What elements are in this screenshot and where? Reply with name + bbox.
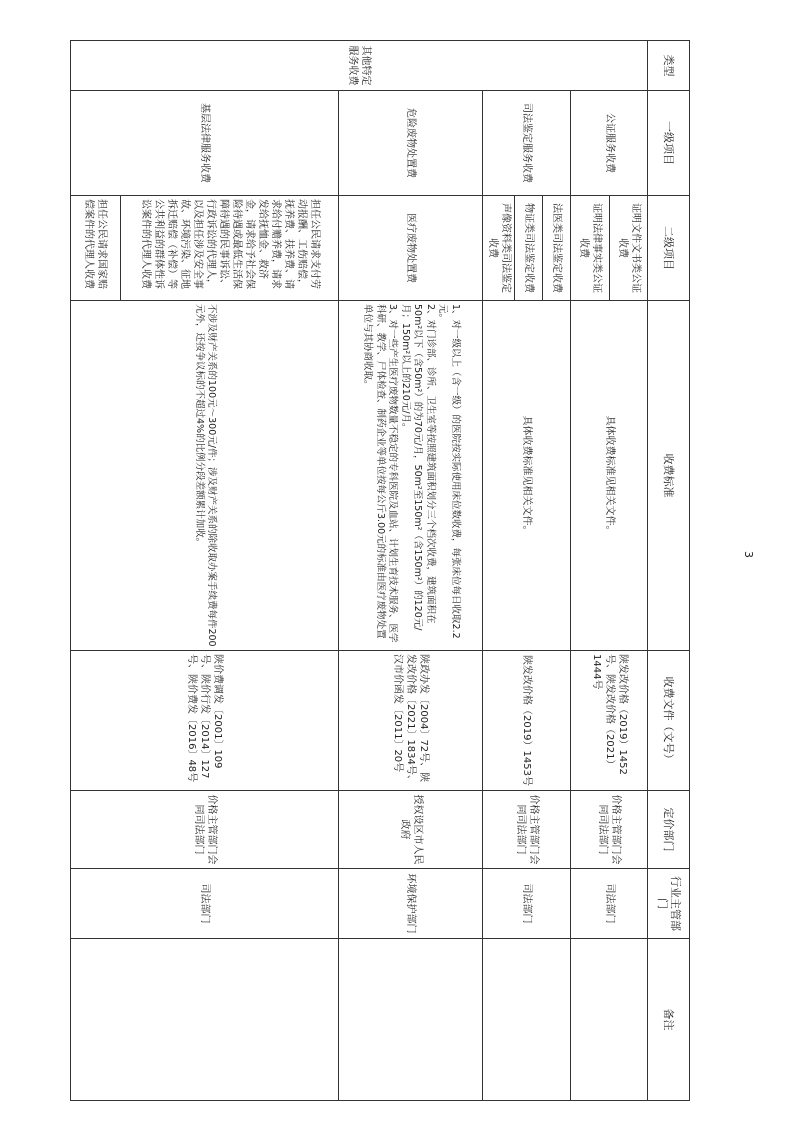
level1-legal: 基层法律服务收费 [71, 91, 339, 196]
pricing-medical-waste: 授权设区市人民政府 [339, 791, 483, 869]
standard-item-3: 3、对一些产生医疗废物数量不稳定的专科医院及血站、计划生育技术服务、医学科研、教学、尸体检查、制药企业等单位按每公斤3.00元的标准由医疗废物处置单位与其协商收取。 [362, 304, 399, 643]
level2-legal-b: 担任公民请求国家赔偿案件的代理人收费 [71, 196, 121, 301]
header-pricing-dept: 定价部门 [648, 791, 690, 869]
level2-notary-a: 证明文件文书类公证收费 [609, 196, 647, 301]
level2-medical-waste: 医疗废物处置费 [339, 196, 483, 301]
table-row [120, 41, 338, 1101]
page-number: 3 [742, 551, 755, 558]
standard-medical-waste [339, 301, 483, 651]
table-header-row [648, 41, 690, 1101]
type-cell: 其他特定服务收费 [71, 41, 648, 91]
header-industry-dept: 行业主管部门 [648, 869, 690, 939]
table-row [609, 41, 647, 1101]
fee-table [70, 40, 690, 1101]
standard-item-1: 1、对一级以上（含一级）的医院按实际使用床位数收费，每张床位每日收取2.2元。 [437, 304, 461, 639]
header-remarks: 备注 [648, 939, 690, 1101]
header-level2: 二级项目 [648, 196, 690, 301]
header-type: 类型 [648, 41, 690, 91]
table-row [339, 41, 483, 1101]
pricing-forensic: 价格主管部门会同司法部门 [483, 791, 571, 869]
docs-medical-waste: 陕政办发〔2004〕72号、陕发改价格〔2021〕1834号、汉市价函发〔2011〕20号 [339, 651, 483, 791]
industry-legal: 司法部门 [71, 869, 339, 939]
industry-medical-waste: 环境保护部门 [339, 869, 483, 939]
level1-forensic: 司法鉴定服务收费 [483, 91, 571, 196]
standard-forensic: 具体收费标准见相关文件。 [483, 301, 571, 651]
remarks-legal [71, 939, 339, 1101]
level2-legal-a: 担任公民请求支付劳动报酬、工伤赔偿，抚养费、扶养费、请求给付赡养费，请求发给抚恤金、救济金，请求给予社会保险待遇或最低生活保障待遇的民事诉讼、行政诉讼的代理人，以及担任涉及安全事故、环境污染、征地拆迁赔偿（补偿）等公共利益的群体性诉讼案件的代理人收费 [120, 196, 338, 301]
standard-legal: 不涉及财产关系的100元～300元/件；涉及财产关系的除收取办案手续费每件200元外，还按争议标的不超过4%的比例分段差额累计加收。 [71, 301, 339, 651]
header-docs: 收费文件（文号） [648, 651, 690, 791]
header-standard: 收费标准 [648, 301, 690, 651]
remarks-forensic [483, 939, 571, 1101]
level2-notary-b: 证明法律事实类公证收费 [571, 196, 609, 301]
rotated-page [70, 40, 690, 1100]
level1-medical-waste: 危险废物处置费 [339, 91, 483, 196]
remarks-medical-waste [339, 939, 483, 1101]
pricing-notary: 价格主管部门会同司法部门 [571, 791, 648, 869]
industry-forensic: 司法部门 [483, 869, 571, 939]
standard-notary: 具体收费标准见相关文件。 [571, 301, 648, 651]
remarks-notary [571, 939, 648, 1101]
industry-notary: 司法部门 [571, 869, 648, 939]
docs-notary: 陕发改价格（2019）1452号、陕发改价格（2021）1444号 [571, 651, 648, 791]
level2-forensic-b: 物证类司法鉴定收费 [515, 196, 543, 301]
docs-legal: 陕价费调发〔2001〕109号、陕价行发〔2014〕127号、陕价费发〔2016〕48号 [71, 651, 339, 791]
level1-notary: 公证服务收费 [571, 91, 648, 196]
level2-forensic-a: 法医类司法鉴定收费 [543, 196, 571, 301]
pricing-legal: 价格主管部门会同司法部门 [71, 791, 339, 869]
standard-item-2: 2、对门诊部、诊所、卫生室等按照建筑面积划分三个档次收费，建筑面积在50m²以下（含50m²）的为70元/月，50m²至150m²（含150m²）的120元/月；150m²以上的210元/月。 [399, 304, 436, 631]
table-row [543, 41, 571, 1101]
level2-forensic-c: 声像资料类司法鉴定收费 [483, 196, 515, 301]
docs-forensic: 陕发改价格（2019）1453号 [483, 651, 571, 791]
header-level1: 一级项目 [648, 91, 690, 196]
